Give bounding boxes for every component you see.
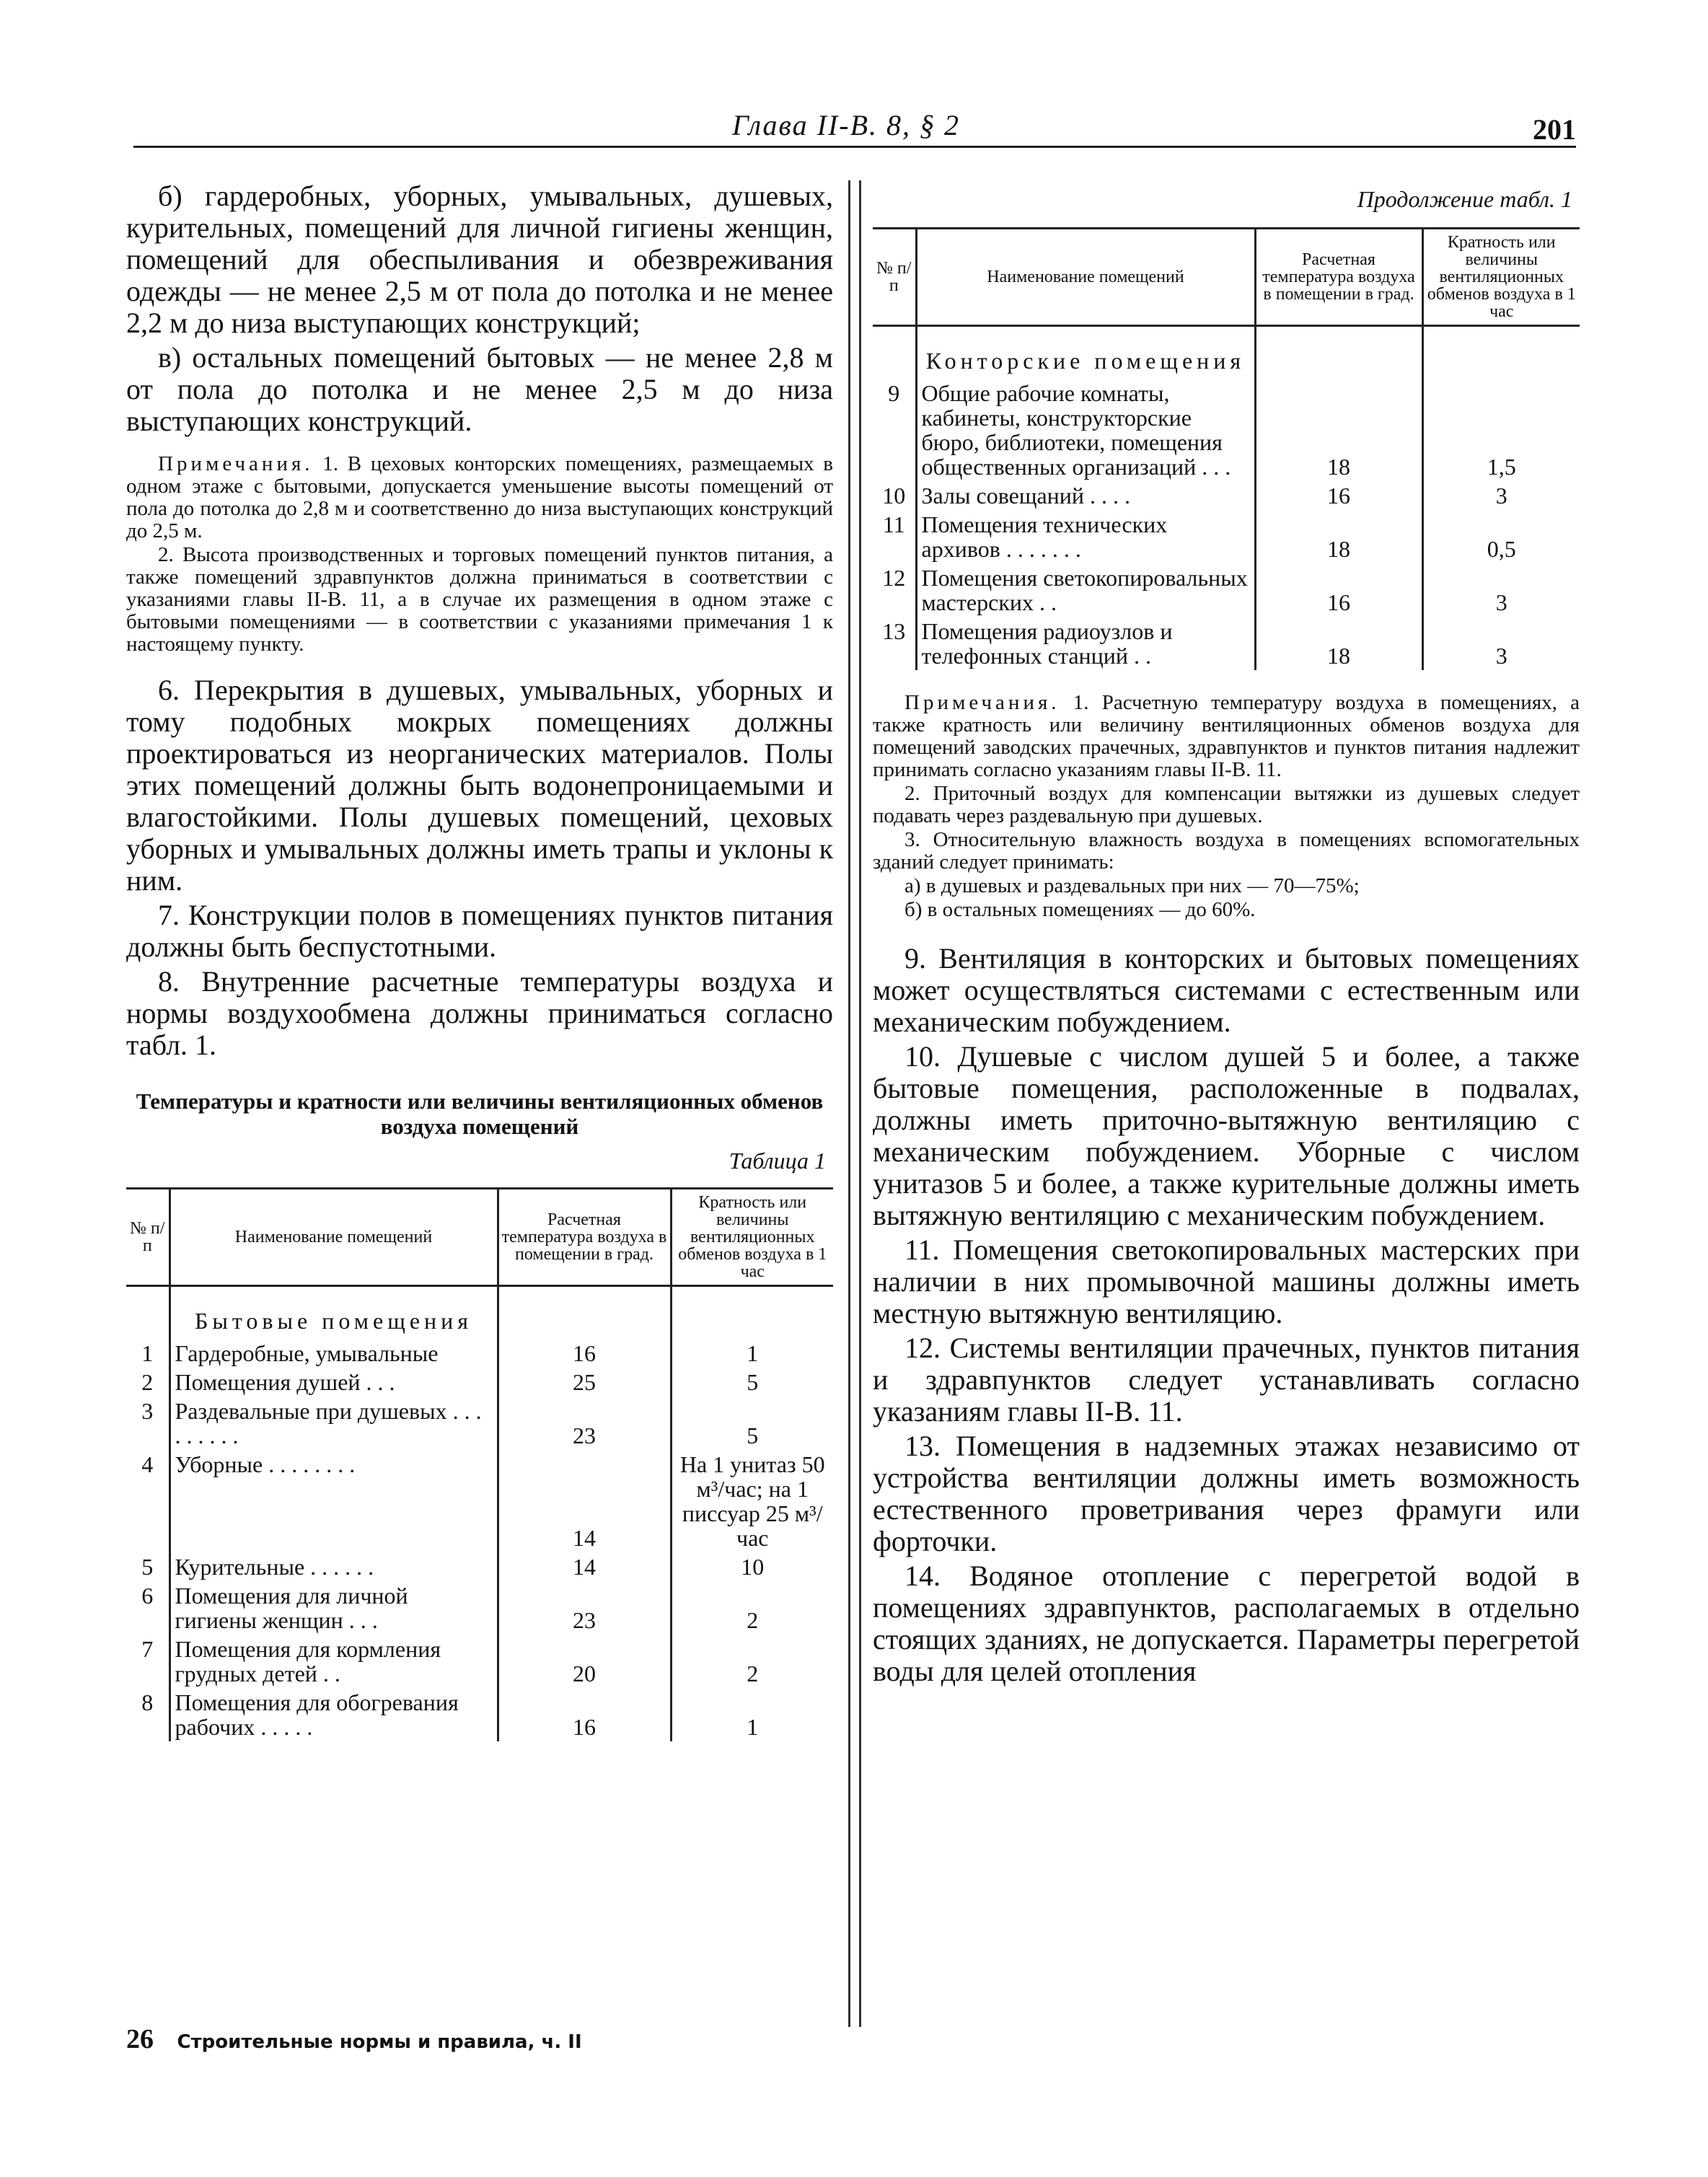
air-exchange-rate: 3	[1422, 617, 1580, 670]
air-exchange-rate: 3	[1422, 563, 1580, 617]
right-note-2: 2. Приточный воздух для компенсации вытяжки из душевых следует подавать через раздевальную при душевых.	[873, 782, 1580, 827]
paragraphs-6-8	[126, 674, 833, 1061]
air-exchange-rate: 1,5	[1422, 379, 1580, 481]
table-section-row	[126, 1286, 833, 1340]
paragraph-8: 8. Внутренние расчетные температуры воздуха и нормы воздухообмена должны приниматься согласно табл. 1.	[126, 965, 833, 1061]
room-name: Раздевальные при душевых . . . . . . . . .	[170, 1397, 498, 1450]
table-title: Температуры и кратности или величины вентиляционных обменов воздуха помещений	[136, 1088, 824, 1139]
room-name: Помещения радиоузлов и телефонных станций . .	[916, 617, 1255, 670]
table-section-row	[873, 326, 1580, 379]
row-number: 4	[141, 1451, 154, 1477]
header-temp: Расчетная температура воздуха в помещении в град.	[498, 1189, 671, 1286]
row-number: 2	[141, 1369, 154, 1395]
room-temperature: 25	[498, 1368, 671, 1397]
table-header-row	[126, 1189, 833, 1286]
room-name: Помещения технических архивов . . . . . . .	[916, 510, 1255, 563]
table-caption: Таблица 1	[728, 1148, 826, 1174]
row-number: 5	[141, 1554, 154, 1580]
paragraph-12: 12. Системы вентиляции прачечных, пунктов питания и здравпунктов следует устанавливать согласно указаниям главы II-В. 11.	[873, 1332, 1580, 1428]
room-temperature: 18	[1255, 617, 1422, 670]
row-number: 11	[882, 511, 905, 537]
room-name: Залы совещаний . . . .	[916, 481, 1255, 510]
room-temperature: 16	[498, 1339, 671, 1368]
table-row	[126, 1688, 833, 1741]
table-1	[126, 1187, 833, 1741]
table-1-continued	[873, 227, 1580, 670]
table-row	[873, 510, 1580, 563]
room-temperature: 23	[498, 1581, 671, 1635]
air-exchange-rate: 2	[671, 1581, 833, 1635]
page-number: 201	[1533, 113, 1576, 146]
paragraph-10: 10. Душевые с числом душей 5 и более, а также бытовые помещения, расположенные в подвалах, должны иметь приточно-вытяжную вентиляцию с механическим побуждением. Уборные с числом унитазов 5 и более, а также курительные должны иметь вытяжную вентиляцию с механическим побуждением.	[873, 1040, 1580, 1231]
room-name: Помещения для обогревания рабочих . . . . .	[170, 1688, 498, 1741]
air-exchange-rate: 5	[671, 1397, 833, 1450]
right-note-3a: а) в душевых и раздевальных при них — 70—75%;	[904, 874, 1360, 897]
room-name: Общие рабочие комнаты, кабинеты, конструкторские бюро, библиотеки, помещения общественных организаций . . .	[916, 379, 1255, 481]
table-row	[873, 379, 1580, 481]
paragraph-6: 6. Перекрытия в душевых, умывальных, уборных и тому подобных мокрых помещениях должны проектироваться из неорганических материалов. Полы этих помещений должны быть водонепроницаемыми и влагостойкими. Полы душевых помещений, цеховых уборных и умывальных должны иметь трапы и уклоны к ним.	[126, 674, 833, 897]
paragraphs-9-14	[873, 943, 1580, 1687]
room-temperature: 23	[498, 1397, 671, 1450]
right-note-3: 3. Относительную влажность воздуха в помещениях вспомогательных зданий следует принимать:	[873, 828, 1580, 874]
row-number: 7	[141, 1636, 154, 1662]
room-name: Помещения душей . . .	[170, 1368, 498, 1397]
footer-book-title: Строительные нормы и правила, ч. II	[177, 2031, 582, 2053]
continuation-caption: Продолжение табл. 1	[1357, 186, 1572, 212]
room-temperature: 16	[1255, 563, 1422, 617]
room-name: Уборные . . . . . . . .	[170, 1450, 498, 1552]
header-rate: Кратность или величины вентиляционных обменов воздуха в 1 час	[1422, 229, 1580, 326]
right-note-1	[873, 692, 1580, 781]
room-temperature: 14	[498, 1450, 671, 1552]
running-head	[133, 108, 1576, 148]
section-title: Конторские помещения	[925, 348, 1246, 374]
page-footer	[126, 2023, 582, 2055]
paragraph-9: 9. Вентиляция в конторских и бытовых помещениях может осуществляться системами с естественным или механическим побуждением.	[873, 942, 1580, 1038]
paragraph-11: 11. Помещения светокопировальных мастерских при наличии в них промывочной машины должны иметь местную вытяжную вентиляцию.	[873, 1233, 1580, 1329]
room-name: Гардеробные, умывальные	[170, 1339, 498, 1368]
note-1-text: 1. В цеховых конторских помещениях, размещаемых в одном этаже с бытовыми, допускается уменьшение высоты помещений от пола до потолка до 2,8 м и соответственно до низа выступающих конструкций до 2,5 м.	[126, 452, 833, 542]
table-row	[873, 481, 1580, 510]
row-number: 9	[888, 380, 900, 406]
header-num: № п/п	[876, 259, 912, 295]
table-row	[873, 617, 1580, 670]
row-number: 12	[882, 565, 906, 591]
room-name: Помещения для кормления грудных детей . .	[170, 1635, 498, 1688]
header-name: Наименование помещений	[916, 229, 1255, 326]
air-exchange-rate: 0,5	[1422, 510, 1580, 563]
table-row	[126, 1581, 833, 1635]
room-temperature: 18	[1255, 510, 1422, 563]
table-row	[126, 1552, 833, 1581]
right-note-1-text: 1. Расчетную температуру воздуха в помещениях, а также кратность или величину вентиляционных обменов воздуха для помещений заводских прачечных, здравпунктов и пунктов питания надлежит принимать согласно указаниям главы II-В. 11.	[873, 691, 1580, 781]
paragraph-5v: в) остальных помещений бытовых — не менее 2,8 м от пола до потолка и не менее 2,5 м до низа выступающих конструкций.	[126, 341, 833, 437]
row-number: 10	[882, 483, 906, 509]
notes-label: Примечания.	[158, 452, 314, 475]
paragraph-14: 14. Водяное отопление с перегретой водой в помещениях здравпунктов, располагаемых в отдельно стоящих зданиях, не допускается. Параметры перегретой воды для целей отопления	[873, 1560, 1580, 1687]
table-header-row	[873, 229, 1580, 326]
row-number: 1	[141, 1340, 154, 1366]
header-temp: Расчетная температура воздуха в помещении в град.	[1255, 229, 1422, 326]
header-rate: Кратность или величины вентиляционных обменов воздуха в 1 час	[671, 1189, 833, 1286]
room-name: Помещения для личной гигиены женщин . . .	[170, 1581, 498, 1635]
notes-block	[126, 453, 833, 656]
room-temperature: 18	[1255, 379, 1422, 481]
room-name: Курительные . . . . . .	[170, 1552, 498, 1581]
room-name: Помещения светокопировальных мастерских . .	[916, 563, 1255, 617]
table-row	[126, 1339, 833, 1368]
header-num: № п/п	[130, 1219, 165, 1255]
section-title: Бытовые помещения	[194, 1308, 473, 1334]
right-column	[873, 180, 1580, 1687]
air-exchange-rate: 1	[671, 1339, 833, 1368]
room-temperature: 20	[498, 1635, 671, 1688]
air-exchange-rate: 1	[671, 1688, 833, 1741]
header-name: Наименование помещений	[170, 1189, 498, 1286]
row-number: 8	[141, 1689, 154, 1715]
room-temperature: 16	[498, 1688, 671, 1741]
paragraph-5b: б) гардеробных, уборных, умывальных, душевых, курительных, помещений для личной гигиены женщин, помещений для обеспыливания и обезвреживания одежды — не менее 2,5 м от пола до потолка и не менее 2,2 м до низа выступающих конструкций;	[126, 180, 833, 339]
column-divider	[848, 180, 861, 2027]
right-note-3b: б) в остальных помещениях — до 60%.	[904, 898, 1256, 921]
table-row	[126, 1397, 833, 1450]
paragraph-13: 13. Помещения в надземных этажах независимо от устройства вентиляции должны иметь возможность естественного проветривания через фрамуги или форточки.	[873, 1430, 1580, 1557]
running-title: Глава II-В. 8, § 2	[732, 109, 961, 141]
row-number: 13	[882, 618, 906, 644]
air-exchange-rate: 5	[671, 1368, 833, 1397]
room-temperature: 16	[1255, 481, 1422, 510]
left-column	[126, 180, 833, 1741]
table-row	[873, 563, 1580, 617]
air-exchange-rate: 10	[671, 1552, 833, 1581]
row-number: 6	[141, 1583, 154, 1609]
air-exchange-rate: 2	[671, 1635, 833, 1688]
note-2: 2. Высота производственных и торговых помещений пунктов питания, а также помещений здравпунктов должна приниматься в соответствии с указаниями главы II-В. 11, а в случае их размещения в одном этаже с бытовыми помещениями — в соответствии с указаниями примечания 1 к настоящему пункту.	[126, 543, 833, 656]
note-1	[126, 453, 833, 542]
table-row	[126, 1450, 833, 1552]
paragraph-7: 7. Конструкции полов в помещениях пунктов питания должны быть беспустотными.	[126, 899, 833, 963]
row-number: 3	[141, 1398, 154, 1424]
air-exchange-rate: На 1 унитаз 50 м³/час; на 1 писсуар 25 м³/час	[671, 1450, 833, 1552]
notes-label: Примечания.	[904, 691, 1060, 714]
room-temperature: 14	[498, 1552, 671, 1581]
table-row	[126, 1635, 833, 1688]
air-exchange-rate: 3	[1422, 481, 1580, 510]
footer-page-number: 26	[126, 2024, 154, 2054]
right-notes-block	[873, 692, 1580, 921]
table-row	[126, 1368, 833, 1397]
